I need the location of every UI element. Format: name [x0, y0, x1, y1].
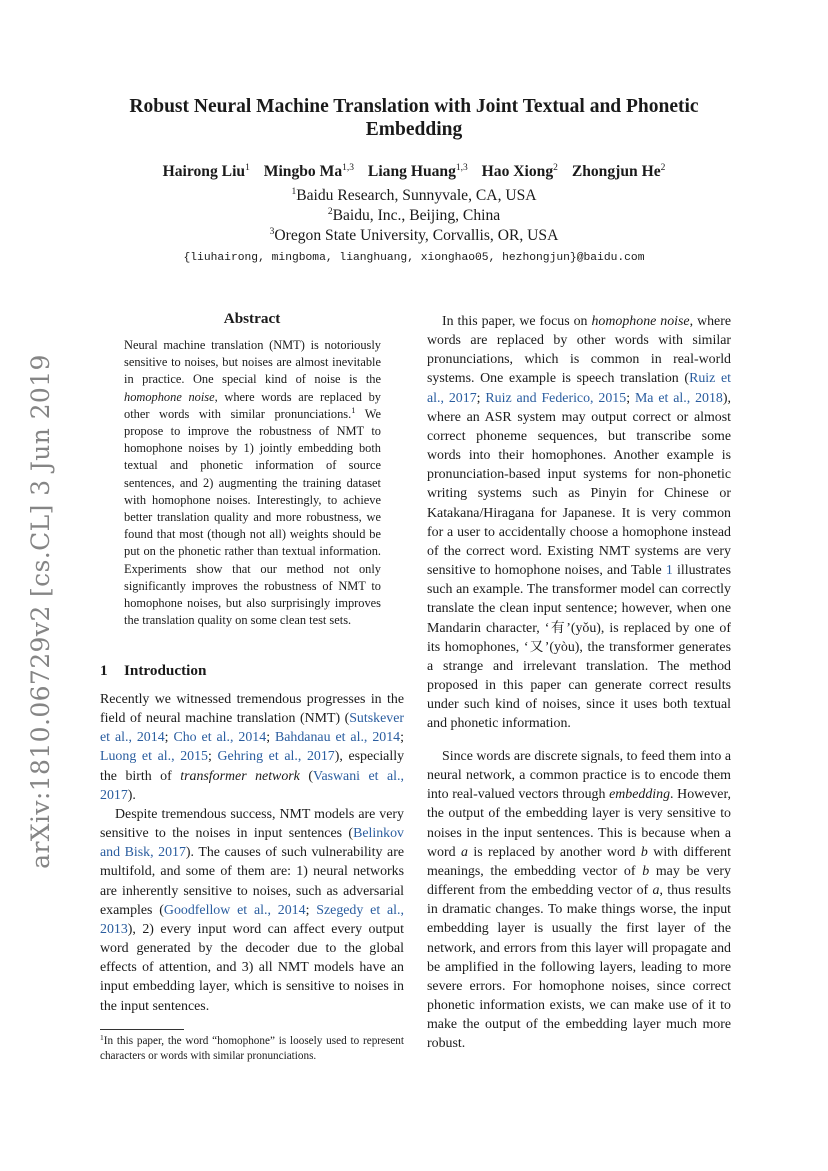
body-text: with different meanings, the embedding vector of	[427, 844, 731, 879]
arxiv-identifier-text: arXiv:1810.06729v2 [cs.CL] 3 Jun 2019	[25, 353, 55, 869]
citation-separator: ;	[626, 390, 635, 406]
right-paragraph-1	[427, 312, 731, 733]
author-list	[100, 163, 728, 181]
author-affiliation-mark: 1,3	[455, 163, 468, 173]
author	[264, 163, 354, 180]
abstract-text: , where words are replaced by other words with similar pronunciations.	[124, 389, 381, 421]
body-text: is replaced by another word	[467, 844, 641, 860]
citation-link[interactable]: Ruiz et al., 2017	[427, 371, 732, 406]
body-text: In this paper, we focus on	[442, 314, 592, 329]
arxiv-identifier-stamp	[14, 353, 66, 869]
table-reference-link[interactable]: 1	[665, 563, 673, 579]
author-name: Hao Xiong	[481, 163, 554, 180]
body-emphasis: transformer network	[180, 768, 300, 784]
footnote	[100, 1034, 404, 1064]
author-affiliation-mark: 2	[553, 163, 558, 173]
section-title: Introduction	[124, 662, 207, 679]
footnote-divider	[100, 1029, 184, 1030]
author-name: Zhongjun He	[571, 163, 661, 180]
author	[368, 163, 468, 180]
body-text: ), where an ASR system may output correct or almost correct phoneme sequences, but transcribe some words into their homophones. Another example is pronunciation-based input systems for non-phonetic writing systems such as Pinyin for Chinese or Katakana/Hiragana for Japanese. It is very common for a user to accidentally choose a homophone instead of the correct word. Existing NMT systems are very sensitive to homophone noises, and Table	[427, 390, 731, 579]
citation-separator: ;	[266, 730, 275, 746]
author-name: Liang Huang	[367, 163, 456, 180]
body-text: Despite tremendous success, NMT models are very sensitive to the noises in input sentences (	[100, 807, 404, 842]
affiliation-text: Baidu Research, Sunnyvale, CA, USA	[296, 187, 537, 204]
citation-link[interactable]: Ruiz and Federico, 2015	[485, 390, 627, 406]
section-number: 1	[100, 662, 108, 679]
citation-separator: ;	[400, 730, 404, 746]
math-variable: b	[642, 863, 650, 879]
body-text: , thus results in dramatic changes. To make things worse, the input embedding layer is usually the first layer of the network, and errors from this layer will propagate and be amplified in the following layers, leading to more severe errors. For homophone noises, since correct phonetic information exists, we can make use of it to make the output of the embedding layer much more robust.	[427, 883, 731, 1052]
body-text: may be very different from the embedding vector of	[427, 863, 731, 899]
citation-link[interactable]: Vaswani et al., 2017	[100, 768, 404, 803]
citation-separator: ;	[164, 730, 174, 746]
abstract-emphasis: homophone noise	[124, 389, 215, 404]
author	[482, 163, 558, 180]
affiliation-mark: 2	[327, 207, 333, 217]
author-affiliation-mark: 1,3	[342, 163, 355, 173]
citation-separator: ;	[305, 902, 317, 918]
affiliation	[100, 227, 728, 245]
citation-link[interactable]: Bahdanau et al., 2014	[274, 730, 401, 746]
body-emphasis: homophone noise	[591, 314, 690, 329]
body-text: , where words are replaced by other words with similar pronunciations, which is common in real-world systems. One example is speech translation (	[427, 314, 731, 387]
body-text: ), especially the birth of	[100, 749, 405, 784]
author-name: Hairong Liu	[162, 163, 246, 180]
footnote-text: In this paper, the word “homophone” is loosely used to represent characters or words with similar pronunciations.	[100, 1035, 404, 1062]
affiliation-text: Oregon State University, Corvallis, OR, USA	[274, 227, 559, 244]
footnote-reference-mark[interactable]: 1	[351, 404, 356, 415]
body-text: . However, the output of the embedding layer is very sensitive to noises in the input sentences. This is because when a word	[427, 787, 731, 860]
author-affiliation-mark: 2	[660, 163, 666, 173]
body-text: (	[299, 768, 313, 784]
affiliation-text: Baidu, Inc., Beijing, China	[332, 207, 501, 224]
body-text: illustrates such an example. The transformer model can correctly translate the clean input sentence; however, when one Mandarin character, ‘有’(yǒu), is replaced by one of its homophones, ‘又’(yòu), the transformer generates a strange and irrelevant translation. The method proposed in this paper can generate correct results under such kind of noises, since it uses both textual and phonetic information.	[427, 563, 732, 732]
abstract-text: We propose to improve the robustness of NMT to homophone noises by 1) jointly embedding both textual and phonetic information of source sentences, and 2) augmenting the training dataset with homophone noises. Interestingly, to achieve better translation quality and more robustness, we found that most (though not all) weights should be put on the phonetic rather than textual information. Experiments show that our method not only significantly improves the robustness of NMT to homophone noises, but also surprisingly improves the translation quality on some clean test sets.	[124, 406, 381, 628]
math-variable: a	[460, 844, 468, 860]
citation-link[interactable]: Ma et al., 2018	[634, 390, 723, 406]
footnote-mark: 1	[100, 1033, 104, 1042]
author-affiliation-mark: 1	[245, 163, 250, 173]
body-text: Since words are discrete signals, to feed them into a neural network, a common practice is to encode them into real-valued vectors through	[427, 749, 731, 803]
citation-link[interactable]: Cho et al., 2014	[173, 730, 267, 746]
citation-separator: ;	[207, 749, 218, 765]
body-text: ). The causes of such vulnerability are multifold, and some of them are: 1) neural networks are inherently sensitive to noises, such as adversarial examples (	[100, 845, 404, 918]
citation-link[interactable]: Sutskever et al., 2014	[100, 711, 404, 746]
intro-paragraph-1	[100, 690, 404, 805]
body-text: ).	[127, 787, 136, 803]
citation-separator: ;	[476, 390, 486, 406]
abstract-heading: Abstract	[223, 310, 281, 327]
affiliation	[100, 207, 728, 225]
affiliation	[100, 187, 728, 205]
body-text: Recently we witnessed tremendous progresses in the field of neural machine translation (NMT) (	[100, 692, 404, 727]
body-text: ), 2) every input word can affect every output word generated by the decoder due to the global effects of attention, and 3) all NMT models have an input embedding layer, which is sensitive to noises in the input sentences.	[100, 921, 404, 1014]
citation-link[interactable]: Gehring et al., 2017	[217, 749, 335, 765]
right-paragraph-2	[427, 747, 731, 1054]
citation-link[interactable]: Luong et al., 2015	[100, 749, 208, 765]
author-name: Mingbo Ma	[263, 163, 343, 180]
author-emails: {liuhairong, mingboma, lianghuang, xionghao05, hezhongjun}@baidu.com	[183, 252, 645, 264]
math-variable: b	[640, 844, 648, 860]
abstract-text: Neural machine translation (NMT) is notoriously sensitive to noises, but noises are almost inevitable in practice. One special kind of noise is the	[124, 338, 381, 387]
body-emphasis: embedding	[609, 787, 671, 803]
abstract-body	[124, 337, 381, 629]
intro-paragraph-2	[100, 805, 404, 1016]
citation-link[interactable]: Szegedy et al., 2013	[100, 902, 404, 937]
citation-link[interactable]: Goodfellow et al., 2014	[163, 902, 306, 918]
paper-title: Robust Neural Machine Translation with Joint Textual and Phonetic Embedding	[129, 96, 699, 140]
citation-link[interactable]: Belinkov and Bisk, 2017	[100, 826, 404, 861]
affiliation-mark: 3	[269, 227, 275, 237]
author	[572, 163, 666, 180]
author	[163, 163, 250, 180]
section-heading-introduction	[100, 662, 404, 680]
affiliation-mark: 1	[291, 187, 297, 197]
math-variable: a	[652, 883, 660, 899]
